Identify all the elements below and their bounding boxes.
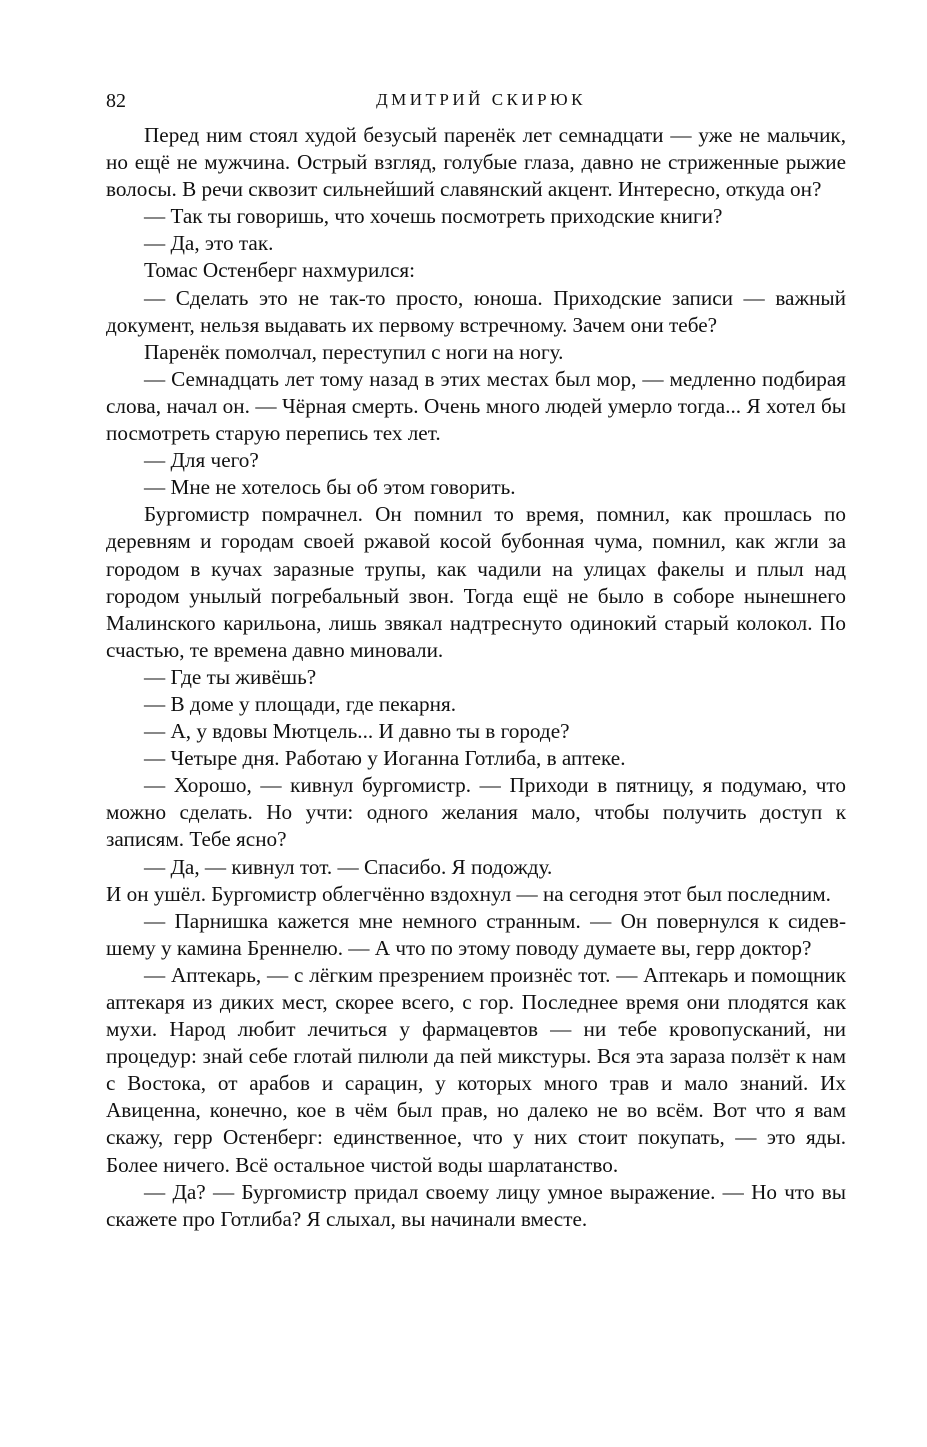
paragraph: — Да? — Бургомистр придал своему лицу умное выражение. — Но что вы скажете про Готлиба? Я слыхал, вы начинали вместе.	[106, 1179, 846, 1231]
paragraph: Перед ним стоял худой безусый паренёк лет семнадцати — уже не мальчик, но ещё не мужчина. Острый взгляд, голубые глаза, давно не стриженные рыжие волосы. В речи сквозит сильнейший славянский акцент. Интересно, откуда он?	[106, 123, 846, 202]
paragraph: — Мне не хотелось бы об этом говорить.	[144, 475, 516, 500]
paragraph: — Так ты говоришь, что хочешь посмотреть приходские книги?	[144, 204, 723, 229]
paragraph: Томас Остенберг нахмурился:	[144, 258, 415, 283]
paragraph: — Для чего?	[144, 448, 259, 473]
paragraph: — В доме у площади, где пекарня.	[144, 691, 457, 716]
paragraph: — Аптекарь, — с лёгким презрением произнёс тот. — Аптекарь и помощник аптекаря из диких мест, скорее всего, с гор. Последнее время они плодятся как мухи. Народ любит лечиться у фармацевтов — ни тебе кровопусканий, ни процедур: знай себе глотай пилюли да пей микстуры. Вся эта зараза ползёт к нам с Востока, от арабов и сарацин, у которых много трав и мало знаний. Их Авиценна, конечно, кое в чём был прав, но далеко не во всём. Вот что я вам скажу, герр Остенберг: единственное, что у них стоит покупать, — это яды. Более ничего. Всё остальное чистой воды шарлатанство.	[106, 962, 846, 1177]
paragraph: — Да, — кивнул тот. — Спасибо. Я подожду.	[144, 854, 553, 879]
paragraph: И он ушёл. Бургомистр облегчённо вздохнул — на сегодня этот был последним.	[106, 881, 831, 906]
paragraph: — Да, это так.	[144, 231, 274, 256]
page-number: 82	[106, 90, 126, 112]
body-text	[106, 122, 846, 1233]
book-page	[106, 86, 846, 1233]
running-head-author: ДМИТРИЙ СКИРЮК	[376, 90, 586, 109]
paragraph: — Где ты живёшь?	[144, 664, 317, 689]
paragraph: — Семнадцать лет тому назад в этих местах был мор, — медленно подбирая слова, начал он. — Чёрная смерть. Очень много людей умерло тогда... Я хотел бы посмотреть старую перепись тех лет.	[106, 366, 846, 446]
page-header	[106, 86, 846, 122]
paragraph: — Хорошо, — кивнул бургомистр. — Приходи в пятницу, я подумаю, что можно сделать. Но учти: одного желания мало, чтобы получить доступ к записям. Тебе ясно?	[106, 773, 846, 852]
paragraph: Бургомистр помрачнел. Он помнил то время, помнил, как прошлась по деревням и городам своей ржавой косой бубонная чума, помнил, как жгли за городом в кучах заразные трупы, как чадили на улицах факелы и плыл над городом унылый погребальный звон. Тогда ещё не было в соборе нынешнего Малинского карильона, лишь звякал надтреснуто одинокий старый колокол. По счастью, те времена давно миновали.	[106, 502, 846, 662]
paragraph: — А, у вдовы Мютцель... И давно ты в городе?	[144, 719, 570, 744]
paragraph: — Четыре дня. Работаю у Иоганна Готлиба, в аптеке.	[144, 746, 626, 771]
paragraph: Паренёк помолчал, переступил с ноги на ногу.	[144, 339, 564, 364]
paragraph: — Парнишка кажется мне немного странным. — Он повернулся к сидевшему у камина Бреннелю. — А что по этому поводу думаете вы, герр доктор?	[106, 908, 846, 960]
paragraph: — Сделать это не так-то просто, юноша. Приходские записи — важный документ, нельзя выдавать их первому встречному. Зачем они тебе?	[106, 285, 846, 337]
